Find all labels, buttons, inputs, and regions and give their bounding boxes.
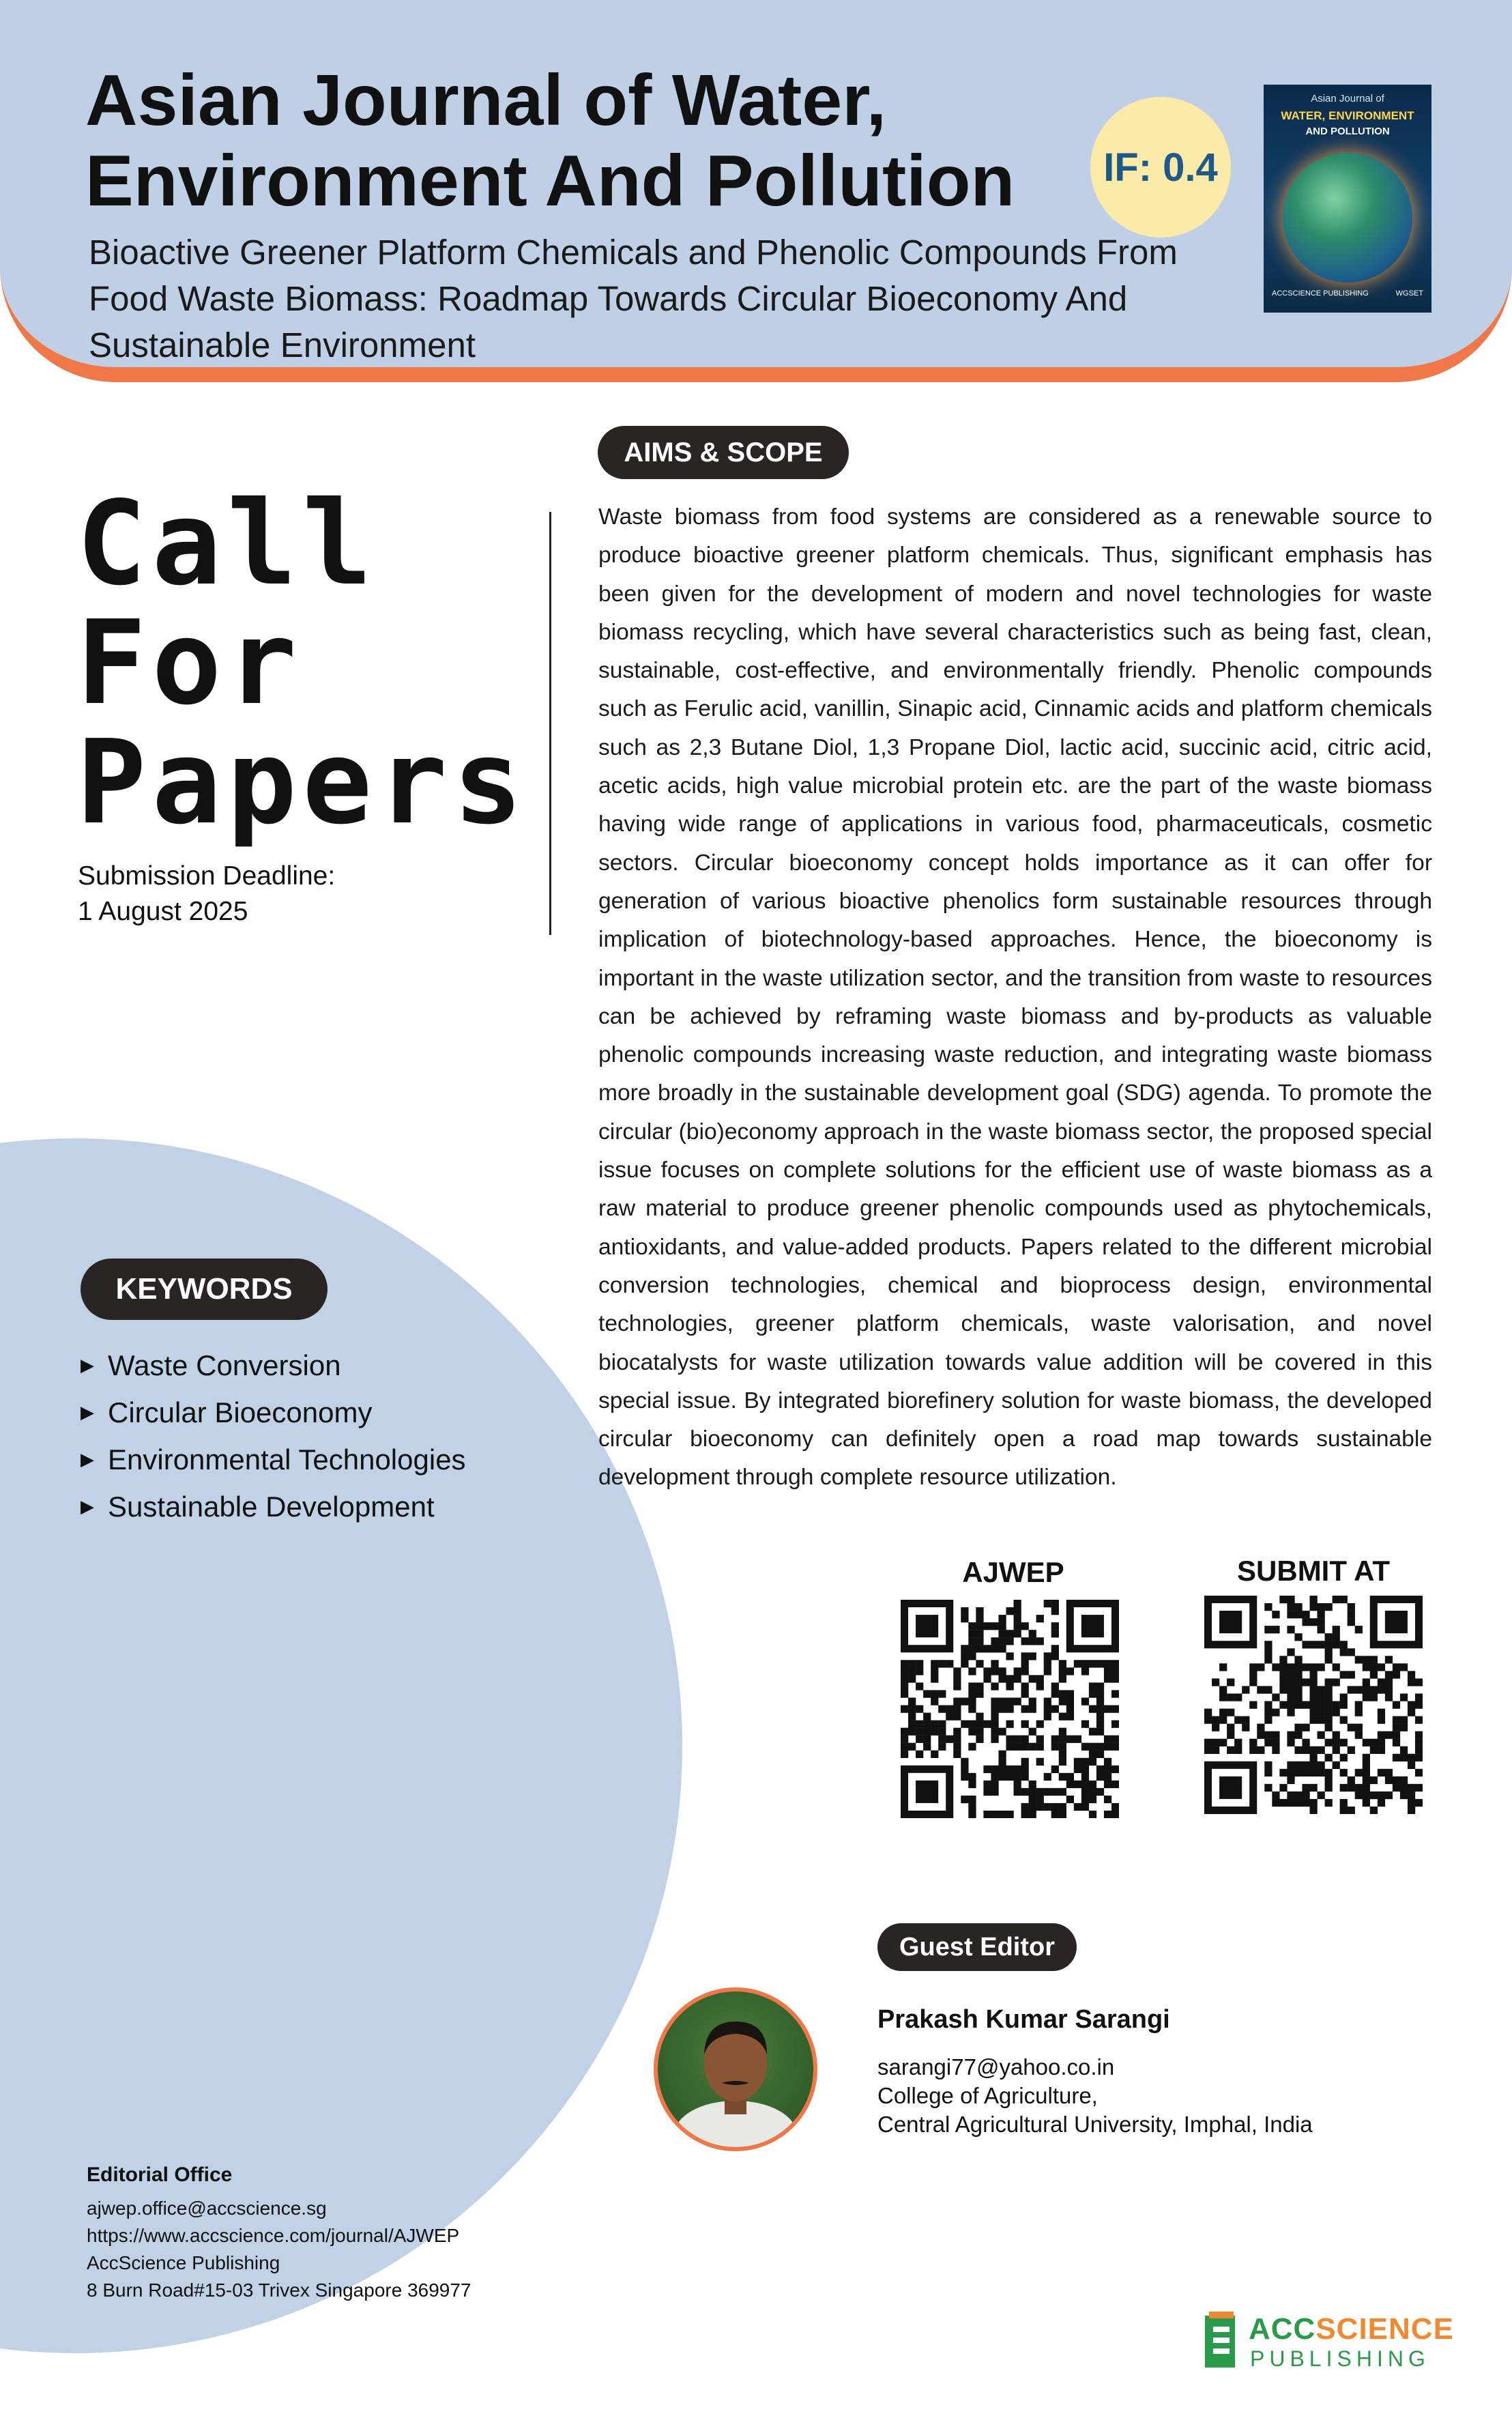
logo-wordmark — [1249, 2312, 1454, 2346]
keyword-text: Environmental Technologies — [108, 1443, 466, 1476]
header-banner — [0, 0, 1512, 382]
cover-small-title: Asian Journal of — [1311, 93, 1384, 104]
cover-title-line1: WATER, ENVIRONMENT — [1281, 109, 1414, 122]
cfp-line-call: Call — [76, 476, 378, 612]
logo-science-text: SCIENCE — [1315, 2312, 1454, 2346]
guest-editor-affiliation-line1: College of Agriculture, — [877, 2083, 1098, 2108]
submit-qr-label: SUBMIT AT — [1237, 1555, 1390, 1587]
cover-partner: WGSET — [1395, 289, 1423, 298]
cover-footer — [1272, 289, 1423, 304]
keywords-list — [81, 1343, 466, 1532]
guest-editor-name: Prakash Kumar Sarangi — [877, 2005, 1170, 2034]
guest-editor-email[interactable]: sarangi77@yahoo.co.in — [877, 2054, 1115, 2080]
ajwep-qr-label: AJWEP — [962, 1556, 1064, 1588]
logo-publishing-text: PUBLISHING — [1250, 2346, 1430, 2371]
aims-scope-label: AIMS & SCOPE — [598, 426, 849, 479]
bullet-triangle-icon: ▶ — [81, 1448, 94, 1469]
cfp-line-papers: Papers — [76, 715, 529, 850]
keyword-text: Circular Bioeconomy — [108, 1396, 373, 1429]
cfp-line-for: For — [76, 596, 303, 731]
keyword-item — [81, 1437, 466, 1484]
impact-factor-badge: IF: 0.4 — [1090, 97, 1231, 238]
bullet-triangle-icon: ▶ — [81, 1354, 94, 1375]
journal-title: Asian Journal of Water, Environment And Pollution — [85, 60, 1015, 221]
guest-editor-label: Guest Editor — [877, 1923, 1077, 1971]
ajwep-qr-code[interactable] — [901, 1600, 1119, 1818]
bullet-triangle-icon: ▶ — [81, 1401, 94, 1422]
keyword-item — [81, 1484, 466, 1531]
keyword-item — [81, 1343, 466, 1390]
guest-editor-photo — [654, 1987, 817, 2151]
keyword-text: Sustainable Development — [108, 1491, 435, 1523]
vertical-divider — [549, 512, 551, 935]
cover-publisher: ACCSCIENCE PUBLISHING — [1272, 289, 1369, 298]
logo-acc-text: ACC — [1249, 2312, 1316, 2346]
call-for-papers-heading — [76, 476, 529, 850]
aims-scope-text: Waste biomass from food systems are considered as a renewable source to produce bioactive greener platform chemicals. Thus, significant emphasis has been given for the development of modern and novel technologies for waste biomass recycling, which have several characteristics such as being fast, clean, sustainable, cost-effective, and environmentally friendly. Phenolic compounds such as Ferulic acid, vanillin, Sinapic acid, Cinnamic acids and platform chemicals such as 2,3 Butane Diol, 1,3 Propane Diol, lactic acid, succinic acid, citric acid, acetic acids, high value microbial protein etc. are the part of the waste biomass having wide range of applications in various food, pharmaceuticals, cosmetic sectors. Circular bioeconomy concept holds importance as it can offer for generation of various bioactive phenolics form sustainable resources through implication of biotechnology-based approaches. Hence, the bioeconomy is important in the waste utilization sector, and the transition from waste to resources can be achieved by reframing waste biomass and by-products as valuable phenolic compounds increasing waste reduction, and integrating waste biomass more broadly in the sustainable development goal (SDG) agenda. To promote the circular (bio)economy approach in the waste biomass sector, the proposed special issue focuses on complete solutions for the efficient use of waste biomass as a raw material to produce greener phenolic compounds used as phytochemicals, antioxidants, and value-added products. Papers related to the different microbial conversion technologies, chemical and bioprocess design, environmental technologies, greener platform chemicals, waste valorisation, and novel biocatalysts for waste utilization towards value addition will be covered in this special issue. By integrated biorefinery solution for waste biomass, the developed circular bioeconomy can definitely open a road map towards sustainable development through complete resource utilization. — [598, 504, 1432, 1491]
keyword-item — [81, 1390, 466, 1437]
accscience-logo-icon — [1202, 2310, 1240, 2370]
editorial-office-title: Editorial Office — [87, 2163, 233, 2186]
submit-qr-code[interactable] — [1204, 1596, 1423, 1814]
editorial-office-address: 8 Burn Road#15-03 Trivex Singapore 369977 — [87, 2280, 471, 2301]
cover-title-line2: AND POLLUTION — [1305, 126, 1390, 137]
person-icon — [658, 1991, 813, 2147]
guest-editor-affiliation-line2: Central Agricultural University, Imphal, India — [877, 2112, 1313, 2137]
special-issue-title: Bioactive Greener Platform Chemicals and Phenolic Compounds From Food Waste Biomass: Roadmap Towards Circular Bioeconomy And Sustainable Environment — [89, 233, 1178, 364]
bullet-triangle-icon: ▶ — [81, 1496, 94, 1517]
editorial-office-email[interactable]: ajwep.office@accscience.sg — [87, 2198, 327, 2219]
editorial-office-publisher: AccScience Publishing — [87, 2252, 280, 2273]
globe-illustration — [1283, 153, 1412, 283]
keyword-text: Waste Conversion — [108, 1349, 341, 1381]
deadline-label: Submission Deadline: — [78, 861, 336, 891]
editorial-office-url[interactable]: https://www.accscience.com/journal/AJWEP — [87, 2225, 460, 2246]
keywords-label: KEYWORDS — [81, 1259, 328, 1320]
deadline-date: 1 August 2025 — [78, 897, 248, 926]
journal-cover-image — [1264, 85, 1431, 313]
